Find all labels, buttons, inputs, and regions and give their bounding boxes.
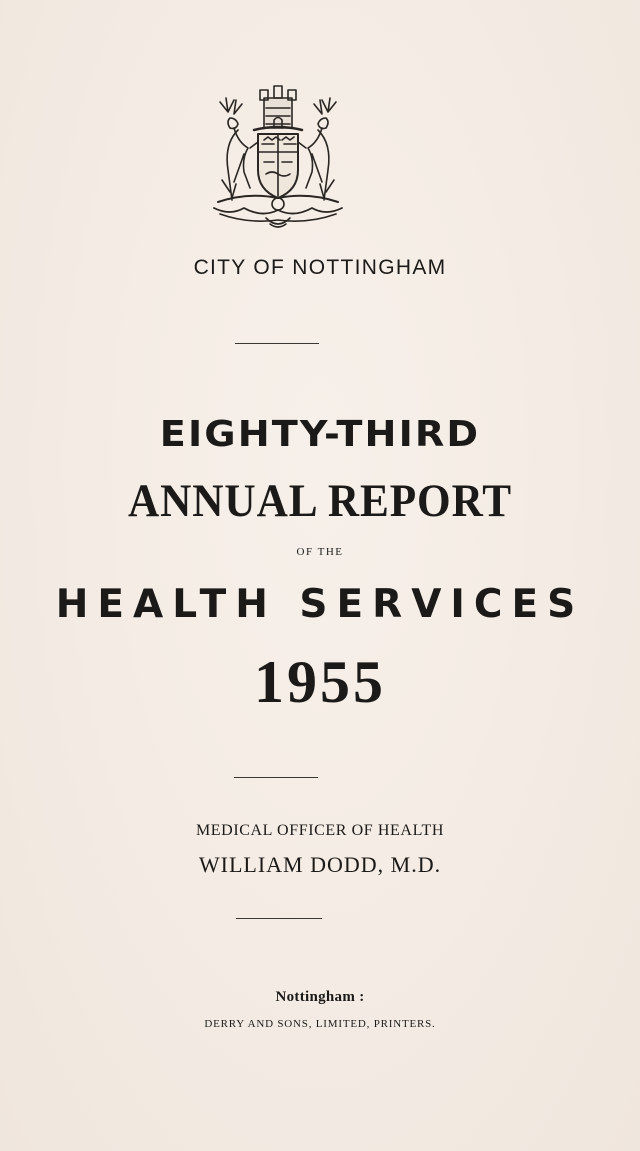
officer-title: MEDICAL OFFICER OF HEALTH xyxy=(195,822,445,839)
report-subject: HEALTH SERVICES xyxy=(55,582,585,627)
report-ordinal: EIGHTY-THIRD xyxy=(159,414,481,455)
publication-place: Nottingham : xyxy=(275,989,365,1005)
report-year: 1955 xyxy=(254,649,386,715)
divider-rule xyxy=(235,343,319,344)
divider-rule xyxy=(236,918,322,919)
divider-rule xyxy=(234,777,318,778)
report-connector: OF THE xyxy=(296,546,344,558)
printer-name: DERRY AND SONS, LIMITED, PRINTERS. xyxy=(204,1018,436,1030)
coat-of-arms-icon xyxy=(200,84,356,234)
officer-name: WILLIAM DODD, M.D. xyxy=(198,852,442,877)
report-title: ANNUAL REPORT xyxy=(127,475,513,527)
city-name: CITY OF NOTTINGHAM xyxy=(193,256,447,279)
